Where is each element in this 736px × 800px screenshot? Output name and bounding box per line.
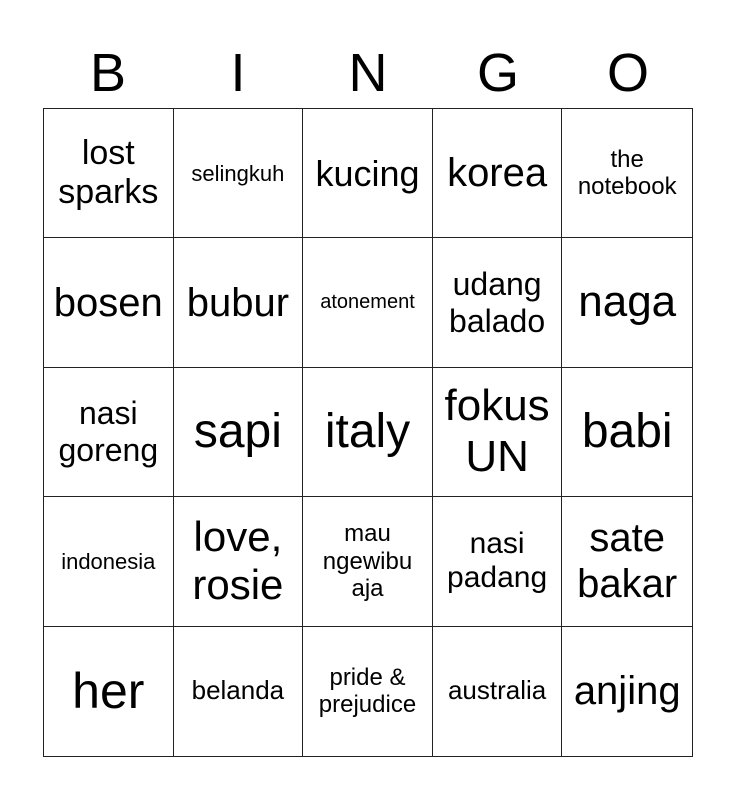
bingo-cell-label: naga bbox=[578, 277, 677, 327]
bingo-cell-label: sapi bbox=[193, 405, 282, 459]
bingo-cell[interactable] bbox=[303, 368, 433, 497]
bingo-cell[interactable] bbox=[174, 368, 304, 497]
bingo-cell[interactable] bbox=[433, 497, 563, 626]
bingo-cell[interactable] bbox=[303, 627, 433, 756]
bingo-cell-label: mau ngewibu aja bbox=[322, 520, 413, 603]
bingo-cell-label: selingkuh bbox=[191, 160, 285, 186]
bingo-cell-label: italy bbox=[324, 405, 411, 459]
bingo-cell-label: belanda bbox=[191, 675, 285, 706]
bingo-cell[interactable] bbox=[303, 497, 433, 626]
header-letter-g: G bbox=[476, 43, 519, 103]
bingo-cell[interactable] bbox=[303, 109, 433, 238]
bingo-cell[interactable] bbox=[174, 627, 304, 756]
header-letter-o: O bbox=[606, 43, 649, 103]
bingo-cell[interactable] bbox=[562, 238, 692, 367]
bingo-cell-label: pride & prejudice bbox=[318, 663, 417, 719]
bingo-cell-label: australia bbox=[447, 675, 547, 706]
bingo-cell-label: babi bbox=[581, 405, 673, 459]
bingo-cell[interactable] bbox=[174, 238, 304, 367]
bingo-cell-label: her bbox=[72, 662, 145, 719]
bingo-cell[interactable] bbox=[303, 238, 433, 367]
bingo-cell[interactable] bbox=[44, 497, 174, 626]
bingo-cell-label: nasi padang bbox=[447, 526, 548, 595]
bingo-cell[interactable] bbox=[433, 368, 563, 497]
bingo-cell-label: anjing bbox=[573, 669, 681, 714]
bingo-cell[interactable] bbox=[562, 627, 692, 756]
bingo-cell-label: kucing bbox=[315, 152, 420, 194]
bingo-cell[interactable] bbox=[44, 627, 174, 756]
bingo-cell-label: the notebook bbox=[577, 145, 677, 201]
bingo-grid bbox=[43, 108, 693, 757]
bingo-cell[interactable] bbox=[562, 497, 692, 626]
bingo-header bbox=[43, 38, 693, 108]
bingo-cell-label: sate bakar bbox=[577, 516, 678, 607]
bingo-cell[interactable] bbox=[174, 497, 304, 626]
bingo-cell[interactable] bbox=[433, 109, 563, 238]
bingo-cell[interactable] bbox=[44, 368, 174, 497]
bingo-cell[interactable] bbox=[44, 109, 174, 238]
header-letter-n: N bbox=[348, 43, 388, 103]
bingo-cell[interactable] bbox=[562, 368, 692, 497]
bingo-cell-label: bosen bbox=[53, 280, 163, 325]
bingo-cell-label: nasi goreng bbox=[58, 395, 159, 468]
bingo-cell[interactable] bbox=[174, 109, 304, 238]
bingo-cell[interactable] bbox=[562, 109, 692, 238]
header-letter-i: I bbox=[230, 43, 246, 103]
bingo-cell-label: indonesia bbox=[61, 548, 156, 574]
bingo-cell-label: bubur bbox=[186, 280, 290, 325]
bingo-cell[interactable] bbox=[433, 627, 563, 756]
header-letter-b: B bbox=[89, 43, 127, 103]
bingo-cell-label: udang balado bbox=[449, 265, 546, 339]
bingo-cell-label: lost sparks bbox=[58, 134, 159, 212]
bingo-cell-label: fokus UN bbox=[444, 381, 550, 481]
bingo-cell-label: love, rosie bbox=[192, 513, 284, 609]
bingo-cell-label: korea bbox=[447, 151, 548, 196]
bingo-cell[interactable] bbox=[44, 238, 174, 367]
bingo-cell[interactable] bbox=[433, 238, 563, 367]
bingo-cell-label: atonement bbox=[320, 291, 415, 314]
